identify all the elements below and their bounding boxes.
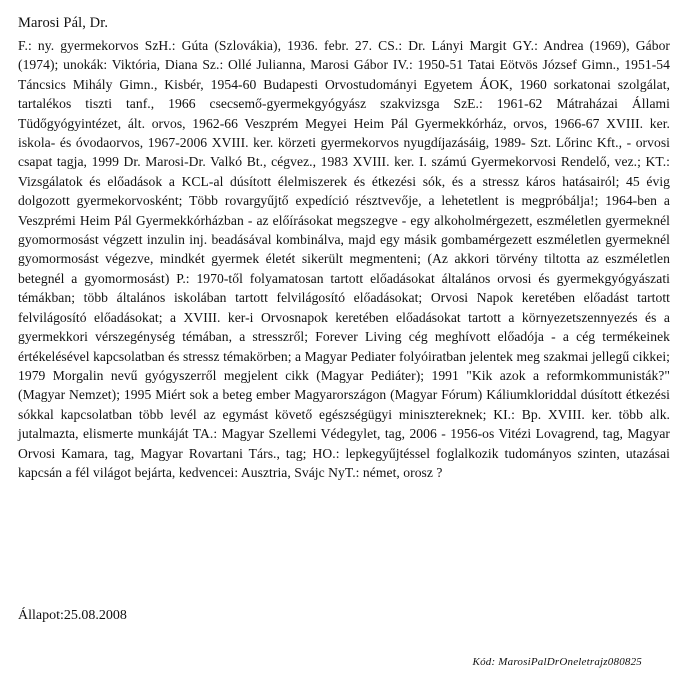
status-date: Állapot:25.08.2008 (18, 608, 127, 623)
biography-text: F.: ny. gyermekorvos SzH.: Gúta (Szlovákia), 1936. febr. 27. CS.: Dr. Lányi Margit GY.: Andrea (1969), Gábor (1974); unokák: Viktória, Diana Sz.: Ollé Julianna, Marosi Gábor IV.: 1950-51 Tatai Eötvös József Gimn., 1951-54 Táncsics Mihály Gimn., Kisbér, 1954-60 Budapesti Orvostudományi Egyetem ÁOK, 1960 sorkatonai szolgálat, tartalékos tiszti tanf., 1966 csecsemő-gyermekgyógyász szakvizsga SzE.: 1961-62 Mátraházai Állami Tüdőgyógyintézet, ált. orvos, 1962-66 Veszprém Megyei Heim Pál Gyermekkórház, orvos, 1966-67 XVIII. ker. iskola- és óvodaorvos, 1967-2006 XVIII. ker. körzeti gyermekorvos nyugdíjazásáig, 1989- Szt. Lőrinc Kft., - orvosi csapat tagja, 1999 Dr. Marosi-Dr. Valkó Bt., cégvez., 1983 XVIII. ker. I. számú Gyermekorvosi Rendelő, vez.; KT.: Vizsgálatok és előadások a KCL-al dúsított élelmiszerek és étkezési sók, és a stressz káros hatásairól; 45 évig dolgozott gyermekorvosként; Több rovargyűjtő expedíció résztvevője, a lehetetlent is megpróbálja!; 1964-ben a Veszprémi Heim Pál Gyermekkórházban - az előírásokat megszegve - egy alkoholmérgezett, eszméletlen gyermeknél gyomormosást végzett inzulin inj. beadásával kombinálva, majd egy másik gombamérgezett eszméletlen gyermeknél gyomormosást végezve, mindkét gyermek életét sikerült megmenteni; (Az akkori törvény tiltotta az eszméletlen betegnél a gyomormosást) P.: 1970-től folyamatosan tartott előadásokat általános orvosi és gyermekgyógyászati témákban; több általános iskolában tartott felvilágosító előadásokat; Orvosi Napok keretében előadást tartott felvilágosító előadásokat; a XVIII. ker-i Orvosnapok keretében előadásokat tartott a környezetszennyezés és a gyermekkori vérszegénység témában, a stresszről; Forever Living cég meghívott előadója - a cég termékeinek értékelésével kapcsolatban és stressz témakörben; a Magyar Pediater folyóiratban jelentek meg szakmai jellegű cikkei; 1979 Morgalin nevű gyógyszerről megjelent cikk (Magyar Pediáter); 1991 "Kik azok a reformkommunisták?" (Magyar Nemzet); 1995 Miért sok a beteg ember Magyarországon (Magyar Fórum) Káliumkloriddal dúsított étkezési sókkal kapcsolatban több levél az egymást követő egészségügyi minisztereknek; KI.: Bp. XVIII. ker. több alk. jutalmazta, elismerte munkáját TA.: Magyar Szellemi Védegylet, tag, 2006 - 1956-os Vitézi Lovagrend, tag, Magyar Orvosi Kamara, tag, Magyar Rovartani Társ., tag; HO.: lepkegyűjtéssel foglalkozik tudományos szinten, utazásai kapcsán a fél világot bejárta, kedvencei: Ausztria, Svájc NyT.: német, orosz ? (18, 38, 670, 480)
person-name: Marosi Pál, Dr. (18, 15, 109, 31)
biography-document (18, 14, 670, 482)
document-code: Kód: MarosiPalDrOneletrajz080825 (472, 656, 642, 668)
